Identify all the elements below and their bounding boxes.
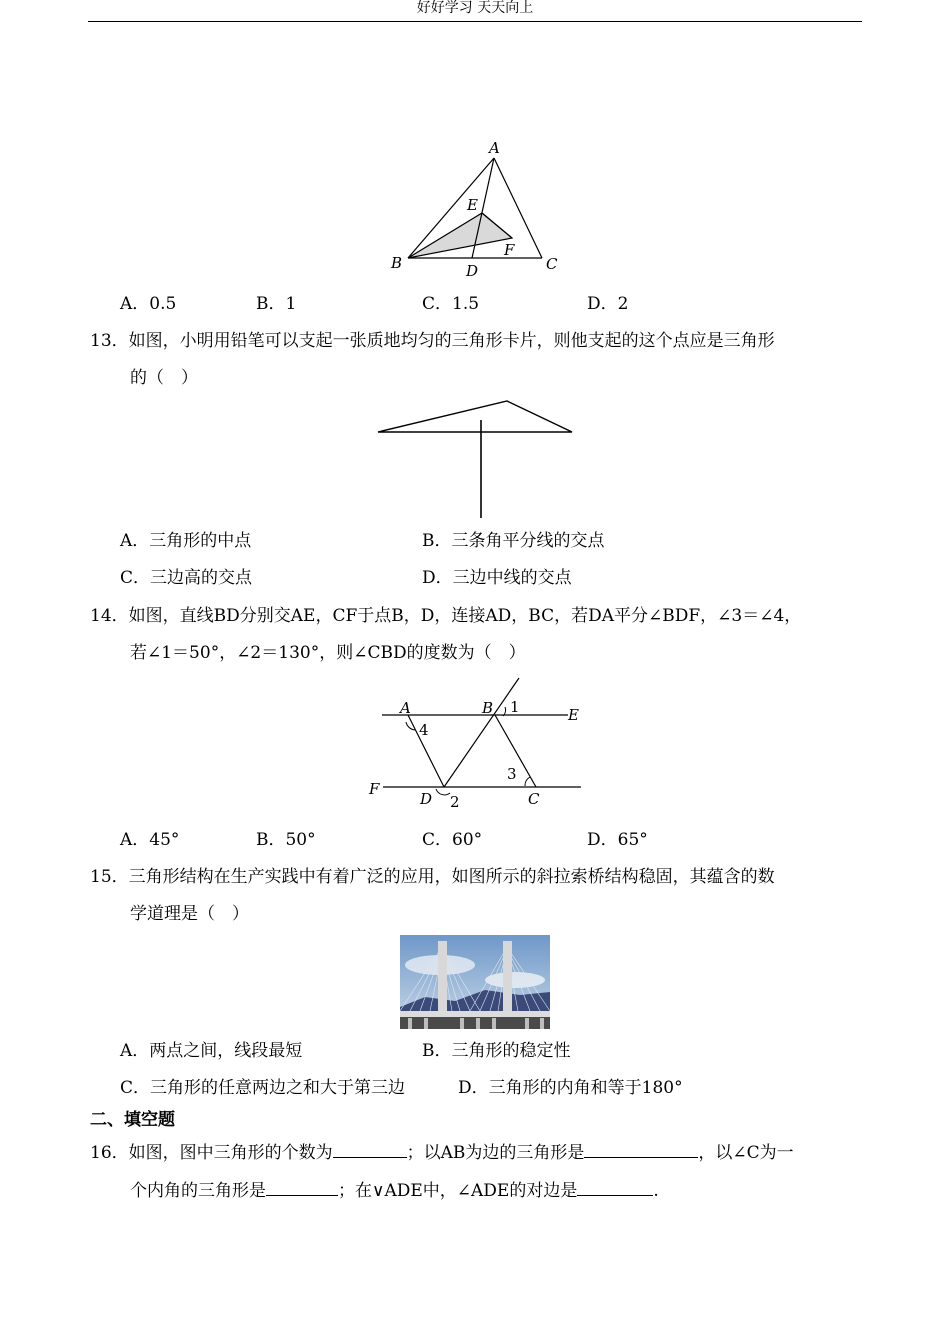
q15-option-a[interactable]: A．两点之间，线段最短 (120, 1041, 303, 1061)
q13-option-a[interactable]: A．三角形的中点 (120, 531, 252, 551)
q12-option-b[interactable]: B．1 (256, 294, 297, 314)
q14-option-a[interactable]: A．45° (120, 830, 180, 850)
q13-pencil-card-figure (372, 395, 578, 523)
q12-shaded-region (408, 213, 512, 258)
q16-blank-3[interactable] (266, 1179, 338, 1196)
q13-card-triangle (378, 401, 572, 432)
q12-triangle-figure (385, 138, 565, 283)
q12-label-f: F (504, 241, 515, 259)
q15-stem-line2: 学道理是（ ） (130, 904, 249, 924)
q14-stem-line1: 14．如图，直线BD分别交AE，CF于点B，D，连接AD，BC，若DA平分∠BDF，∠3＝∠4， (90, 606, 802, 626)
q14-label-c: C (528, 790, 540, 808)
q15-stem-line1: 15．三角形结构在生产实践中有着广泛的应用，如图所示的斜拉索桥结构稳固，其蕴含的数 (90, 867, 775, 887)
q14-label-1: 1 (510, 698, 520, 716)
q14-label-a: A (400, 699, 411, 717)
q16-blank-2[interactable] (584, 1141, 698, 1158)
q14-label-b: B (482, 699, 494, 717)
q13-option-c[interactable]: C．三边高的交点 (120, 568, 253, 588)
q15-option-d[interactable]: D．三角形的内角和等于180° (458, 1078, 683, 1098)
page-header: 好好学习 天天向上 (416, 0, 534, 16)
q14-label-2: 2 (450, 793, 460, 811)
q12-label-e: E (467, 196, 478, 214)
q14-label-3: 3 (507, 765, 517, 783)
q16-line1-part-c: ，以∠C为一 (698, 1143, 794, 1163)
q12-option-c[interactable]: C．1.5 (422, 294, 480, 314)
q16-blank-1[interactable] (333, 1141, 407, 1158)
q14-label-d: D (420, 790, 433, 808)
q14-option-b[interactable]: B．50° (256, 830, 316, 850)
q13-option-d[interactable]: D．三边中线的交点 (422, 568, 572, 588)
q12-option-a[interactable]: A．0.5 (120, 294, 177, 314)
q15-bridge-photo (400, 935, 550, 1029)
q12-label-c: C (546, 255, 558, 273)
q14-stem-line2: 若∠1＝50°，∠2＝130°，则∠CBD的度数为（ ） (130, 643, 526, 663)
q12-label-b: B (391, 254, 403, 272)
q15-option-c[interactable]: C．三角形的任意两边之和大于第三边 (120, 1078, 406, 1098)
q15-option-b[interactable]: B．三角形的稳定性 (422, 1041, 571, 1061)
q16-stem-line2 (130, 1179, 659, 1201)
q14-parallel-lines-figure (362, 672, 592, 812)
q12-label-d: D (466, 262, 479, 280)
q12-option-d[interactable]: D．2 (587, 294, 629, 314)
q16-line1-part-b: ；以AB为边的三角形是 (406, 1143, 585, 1163)
q14-option-d[interactable]: D．65° (587, 830, 648, 850)
section-title-fill-in: 二、填空题 (90, 1110, 175, 1130)
q14-label-e: E (568, 706, 579, 724)
q16-line2-part-b: ；在∨ADE中，∠ADE的对边是 (338, 1181, 578, 1201)
q13-option-b[interactable]: B．三条角平分线的交点 (422, 531, 605, 551)
q13-stem-line2: 的（ ） (130, 368, 198, 388)
q16-blank-4[interactable] (577, 1179, 653, 1196)
header-rule (88, 21, 862, 22)
q14-label-f: F (369, 780, 380, 798)
q16-line1-part-a: 16．如图，图中三角形的个数为 (90, 1143, 333, 1163)
q14-option-c[interactable]: C．60° (422, 830, 483, 850)
q16-line2-part-a: 个内角的三角形是 (130, 1181, 266, 1201)
q13-stem-line1: 13．如图，小明用铅笔可以支起一张质地均匀的三角形卡片，则他支起的这个点应是三角形 (90, 331, 775, 351)
q16-stem-line1 (90, 1141, 794, 1163)
q16-line2-part-c: . (653, 1181, 659, 1201)
q14-label-4: 4 (419, 721, 429, 739)
q12-label-a: A (489, 139, 500, 157)
